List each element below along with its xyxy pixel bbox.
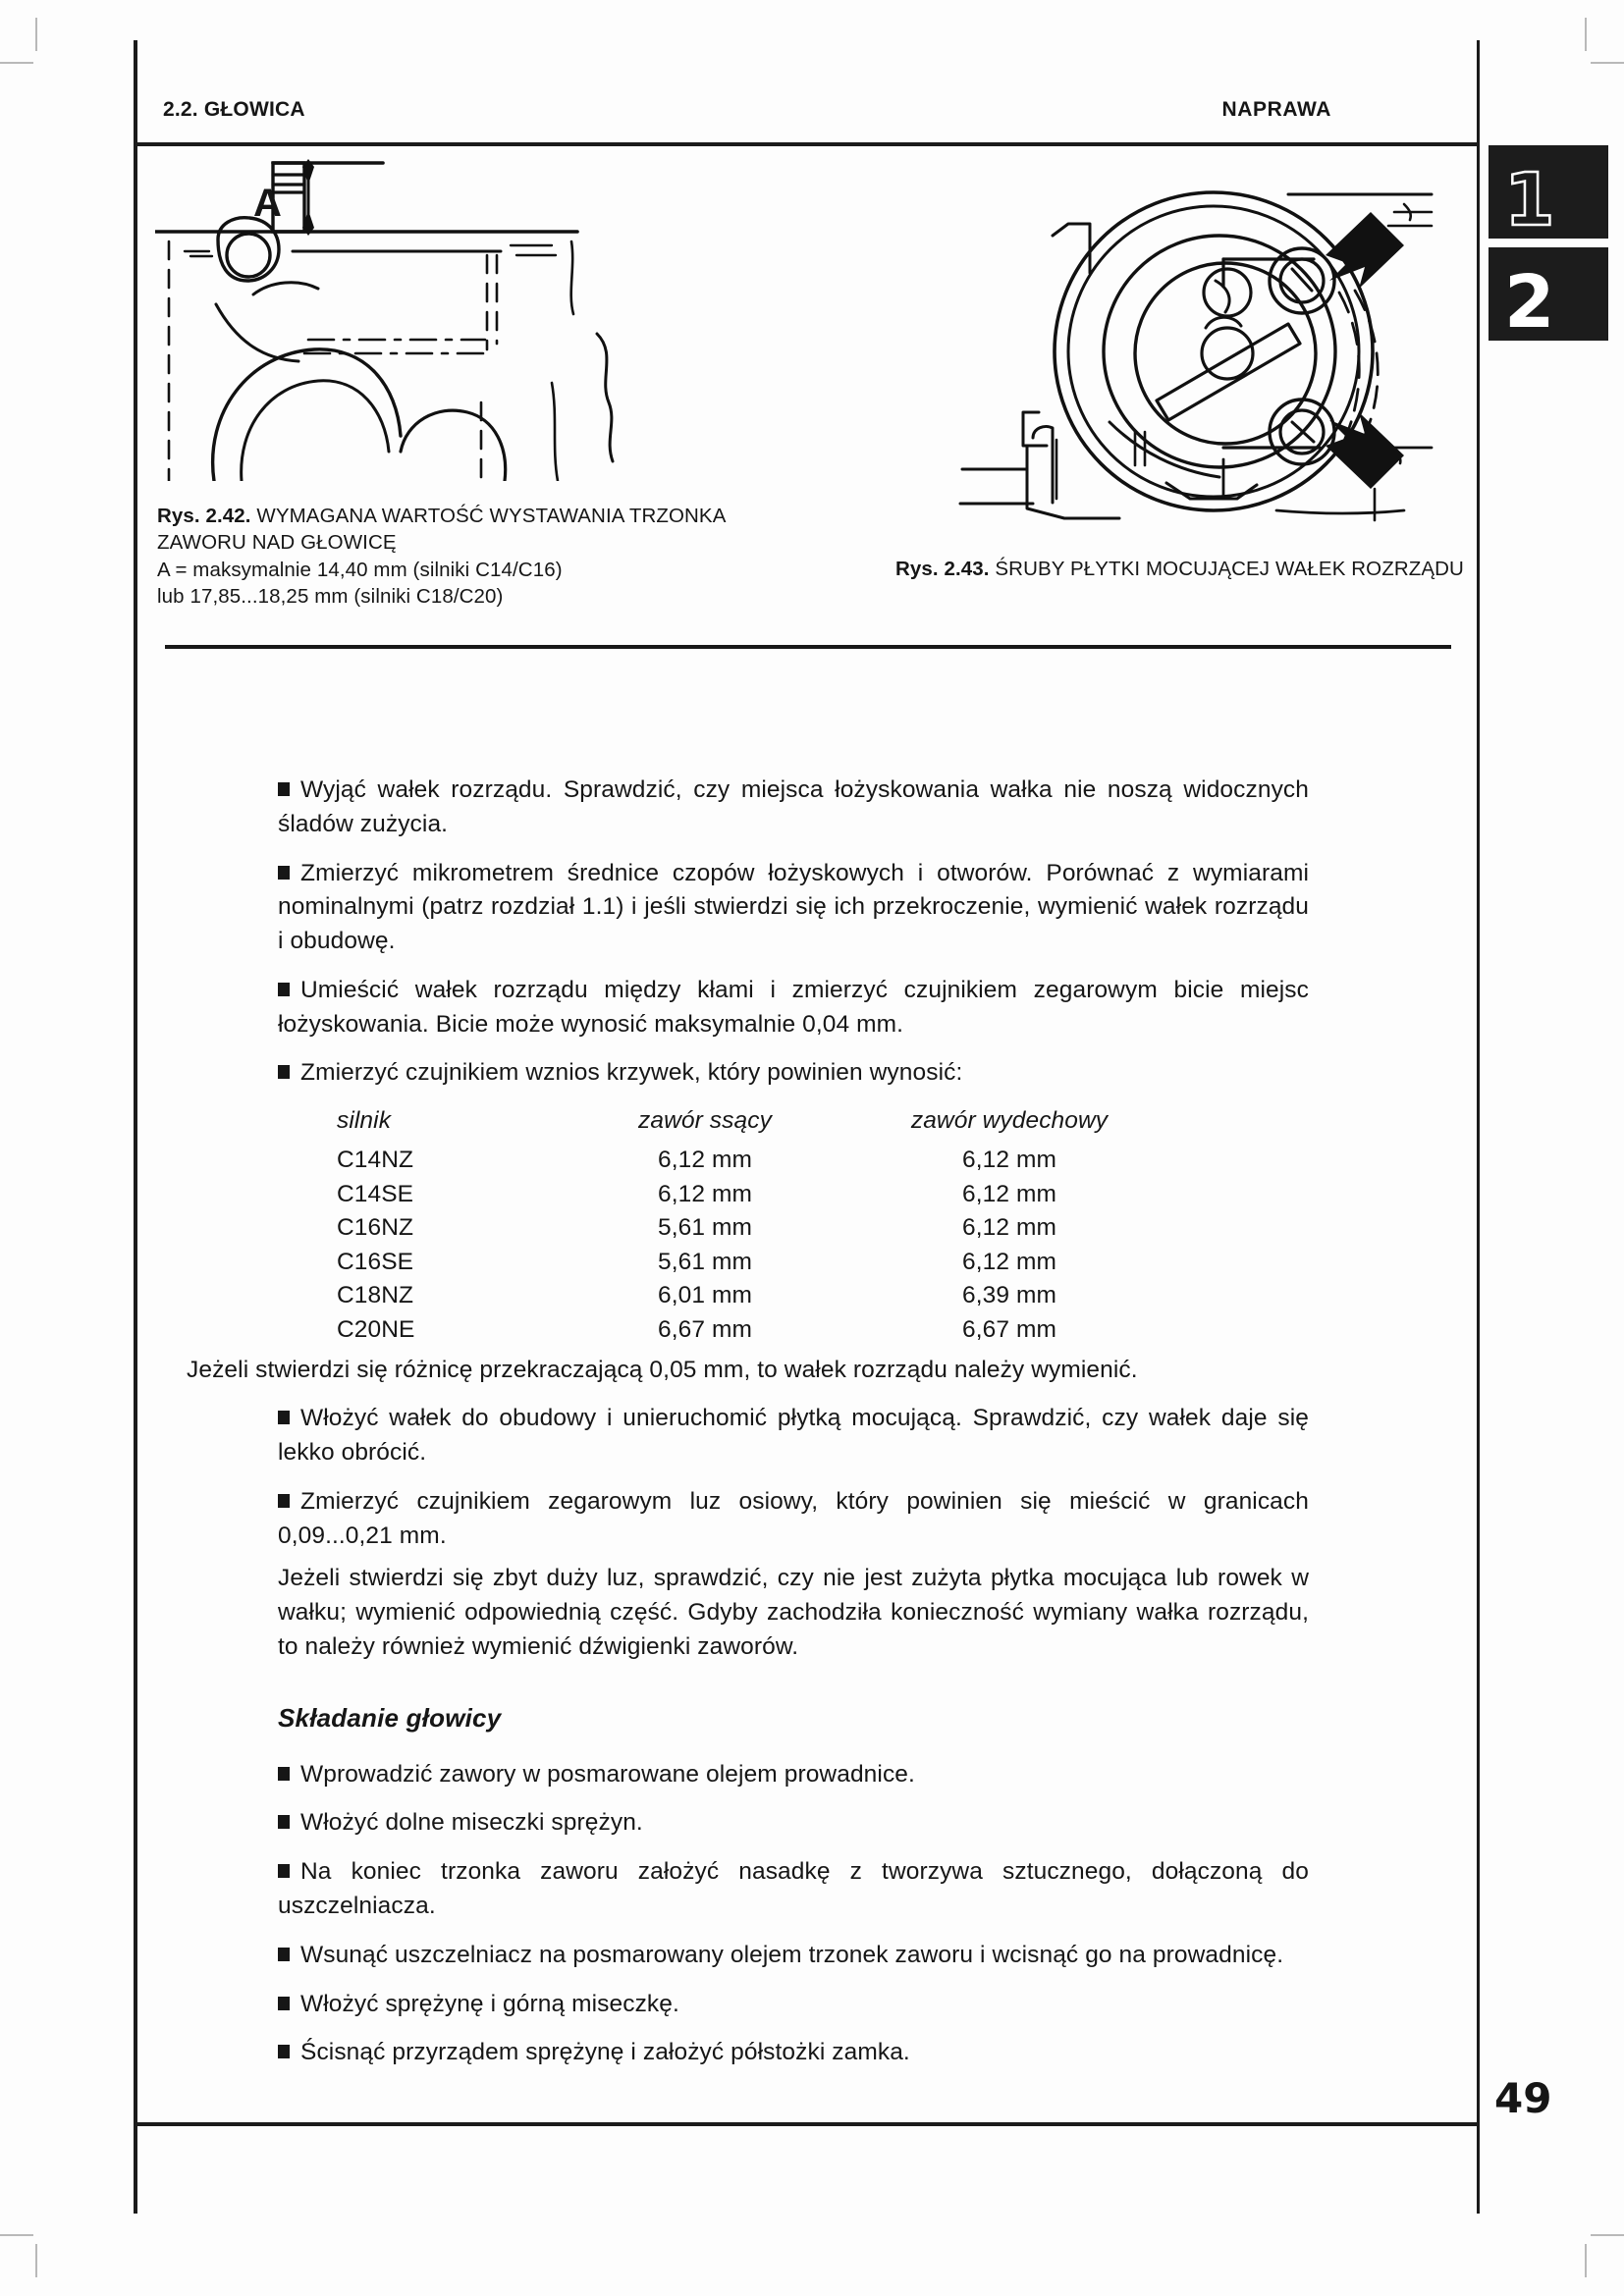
valve-protrusion-dimension-label: A: [253, 182, 282, 225]
cam-lift-table: [278, 1104, 1171, 1347]
square-bullet-icon: [278, 1065, 290, 1079]
list-item-text: Włożyć wałek do obudowy i unieruchomić płytką mocującą. Sprawdzić, czy wałek daje się lekko obrócić.: [278, 1405, 1309, 1467]
figure-2-42-ref: Rys. 2.42.: [157, 505, 251, 527]
cell-exhaust: 6,12 mm: [961, 1180, 1056, 1207]
paragraph-after-mid: Jeżeli stwierdzi się zbyt duży luz, sprawdzić, czy nie jest zużyta płytka mocująca lub rowek w wałku; wymienić odpowiednią część. Gdyby zachodziła konieczność wymiany wałka rozrządu, to należy również wymienić dźwigienki zaworów.: [278, 1565, 1309, 1660]
page-frame-right-rule: [1477, 40, 1480, 2214]
list-item: [278, 1939, 1309, 1973]
cell-intake: 5,61 mm: [657, 1214, 752, 1242]
figure-2-43-caption: [895, 556, 1465, 582]
list-item: [278, 1855, 1309, 1924]
list-item-text: Wsunąć uszczelniacz na posmarowany olejem trzonek zaworu i wcisnąć go na prowadnicę.: [300, 1941, 1284, 1968]
table-row: [278, 1279, 1171, 1313]
cell-exhaust: 6,12 mm: [961, 1147, 1056, 1174]
header-rule: [134, 142, 1480, 146]
cell-exhaust: 6,39 mm: [961, 1282, 1056, 1309]
cell-engine: C20NE: [337, 1315, 415, 1343]
column-header-exhaust: zawór wydechowy: [910, 1107, 1109, 1135]
list-item: [278, 1402, 1309, 1470]
square-bullet-icon: [278, 1411, 290, 1424]
cell-intake: 6,01 mm: [657, 1282, 752, 1309]
figure-2-42-line4: lub 17,85...18,25 mm (silniki C18/C20): [157, 585, 504, 609]
list-item-text: Zmierzyć mikrometrem średnice czopów łożyskowych i otworów. Porównać z wymiarami nominalnymi (patrz rozdział 1.1) i jeśli stwierdzi się ich przekroczenie, wymienić wałek rozrządu i obudowę.: [278, 859, 1309, 955]
cell-exhaust: 6,12 mm: [961, 1214, 1056, 1242]
table-row: [278, 1211, 1171, 1246]
square-bullet-icon: [278, 866, 290, 880]
crop-mark-top-right-horizontal: [1591, 62, 1624, 64]
square-bullet-icon: [278, 1494, 290, 1508]
square-bullet-icon: [278, 983, 290, 996]
table-row: [278, 1246, 1171, 1280]
chapter-tab-1[interactable]: [1489, 145, 1608, 242]
table-row: [278, 1313, 1171, 1348]
column-header-intake: zawór ssący: [638, 1107, 772, 1135]
list-item-text: Na koniec trzonka zaworu założyć nasadkę z tworzywa sztucznego, dołączoną do uszczelniacza.: [278, 1858, 1309, 1919]
cell-engine: C14SE: [337, 1180, 414, 1207]
list-item: [278, 1988, 1309, 2022]
running-head-category: NAPRAWA: [1221, 98, 1331, 121]
square-bullet-icon: [278, 2045, 290, 2058]
cell-exhaust: 6,12 mm: [961, 1248, 1056, 1275]
cell-engine: C18NZ: [337, 1282, 414, 1309]
list-item-text: Włożyć sprężynę i górną miseczkę.: [300, 1990, 679, 2017]
list-item-text: Ścisnąć przyrządem sprężynę i założyć półstożki zamka.: [300, 2039, 910, 2066]
square-bullet-icon: [278, 782, 290, 796]
cell-intake: 5,61 mm: [657, 1248, 752, 1275]
list-item: [278, 1806, 1309, 1841]
table-header-row: [278, 1104, 1171, 1144]
column-header-engine: silnik: [337, 1107, 392, 1135]
page-frame-left-rule: [134, 40, 137, 2214]
paragraph-after-table: Jeżeli stwierdzi się różnicę przekraczającą 0,05 mm, to wałek rozrządu należy wymienić.: [187, 1356, 1138, 1383]
table-row: [278, 1144, 1171, 1178]
square-bullet-icon: [278, 1864, 290, 1878]
chapter-tab-1-label: 1: [1504, 158, 1555, 242]
cell-engine: C14NZ: [337, 1147, 414, 1174]
table-row: [278, 1178, 1171, 1212]
valve-stem-protrusion-diagram: [155, 157, 666, 486]
running-head-section: 2.2. GŁOWICA: [163, 98, 305, 121]
list-item-text: Wprowadzić zawory w posmarowane olejem prowadnice.: [300, 1760, 915, 1788]
list-item-text: Włożyć dolne miseczki sprężyn.: [300, 1809, 643, 1837]
figures-separator-rule: [165, 645, 1451, 649]
square-bullet-icon: [278, 1948, 290, 1961]
list-item-text: Zmierzyć czujnikiem wznios krzywek, który powinien wynosić:: [300, 1059, 963, 1087]
list-item: [278, 1758, 1309, 1792]
chapter-tab-2-label: 2: [1504, 260, 1555, 345]
crop-mark-top-left-vertical: [35, 18, 37, 51]
footer-rule: [134, 2122, 1480, 2126]
list-item-text: Zmierzyć czujnikiem zegarowym luz osiowy, który powinien się mieścić w granicach 0,09...0,21 mm.: [278, 1487, 1309, 1549]
cell-engine: C16SE: [337, 1248, 414, 1275]
crop-mark-bottom-right-vertical: [1585, 2244, 1587, 2277]
figure-2-42-caption: [157, 503, 766, 611]
page-number: 49: [1494, 2074, 1552, 2122]
crop-mark-bottom-right-horizontal: [1591, 2234, 1624, 2236]
list-item: [278, 2036, 1309, 2070]
square-bullet-icon: [278, 1997, 290, 2010]
figure-2-43-ref: Rys. 2.43.: [895, 558, 990, 580]
cell-intake: 6,67 mm: [657, 1315, 752, 1343]
list-item: [278, 774, 1309, 842]
list-item: [278, 1485, 1309, 1554]
cell-intake: 6,12 mm: [657, 1180, 752, 1207]
cell-exhaust: 6,67 mm: [961, 1315, 1056, 1343]
list-item: [278, 857, 1309, 959]
figure-2-43-title: ŚRUBY PŁYTKI MOCUJĄCEJ WAŁEK ROZRZĄDU: [995, 558, 1464, 580]
square-bullet-icon: [278, 1815, 290, 1829]
crop-mark-top-right-vertical: [1585, 18, 1587, 51]
list-item-text: Umieścić wałek rozrządu między kłami i zmierzyć czujnikiem zegarowym bicie miejsc łożyskowania. Bicie może wynosić maksymalnie 0,04 mm.: [278, 976, 1309, 1038]
crop-mark-bottom-left-horizontal: [0, 2234, 33, 2236]
crop-mark-bottom-left-vertical: [35, 2244, 37, 2277]
list-item: [278, 974, 1309, 1042]
crop-mark-top-left-horizontal: [0, 62, 33, 64]
list-item: [278, 1056, 1309, 1091]
chapter-tab-2[interactable]: [1489, 247, 1608, 345]
figure-2-42-title: WYMAGANA WARTOŚĆ WYSTAWANIA TRZONKA ZAWORU NAD GŁOWICĘ: [157, 505, 726, 555]
square-bullet-icon: [278, 1767, 290, 1781]
list-item-text: Wyjąć wałek rozrządu. Sprawdzić, czy miejsca łożyskowania wałka nie noszą widocznych śladów zużycia.: [278, 776, 1309, 837]
section-heading-assembly: Składanie głowicy: [278, 1702, 502, 1733]
camshaft-retaining-plate-bolts-diagram: [943, 165, 1434, 533]
cell-engine: C16NZ: [337, 1214, 414, 1242]
body-text: [187, 774, 1309, 2079]
cell-intake: 6,12 mm: [657, 1147, 752, 1174]
figure-2-42-line3: A = maksymalnie 14,40 mm (silniki C14/C16): [157, 558, 563, 581]
